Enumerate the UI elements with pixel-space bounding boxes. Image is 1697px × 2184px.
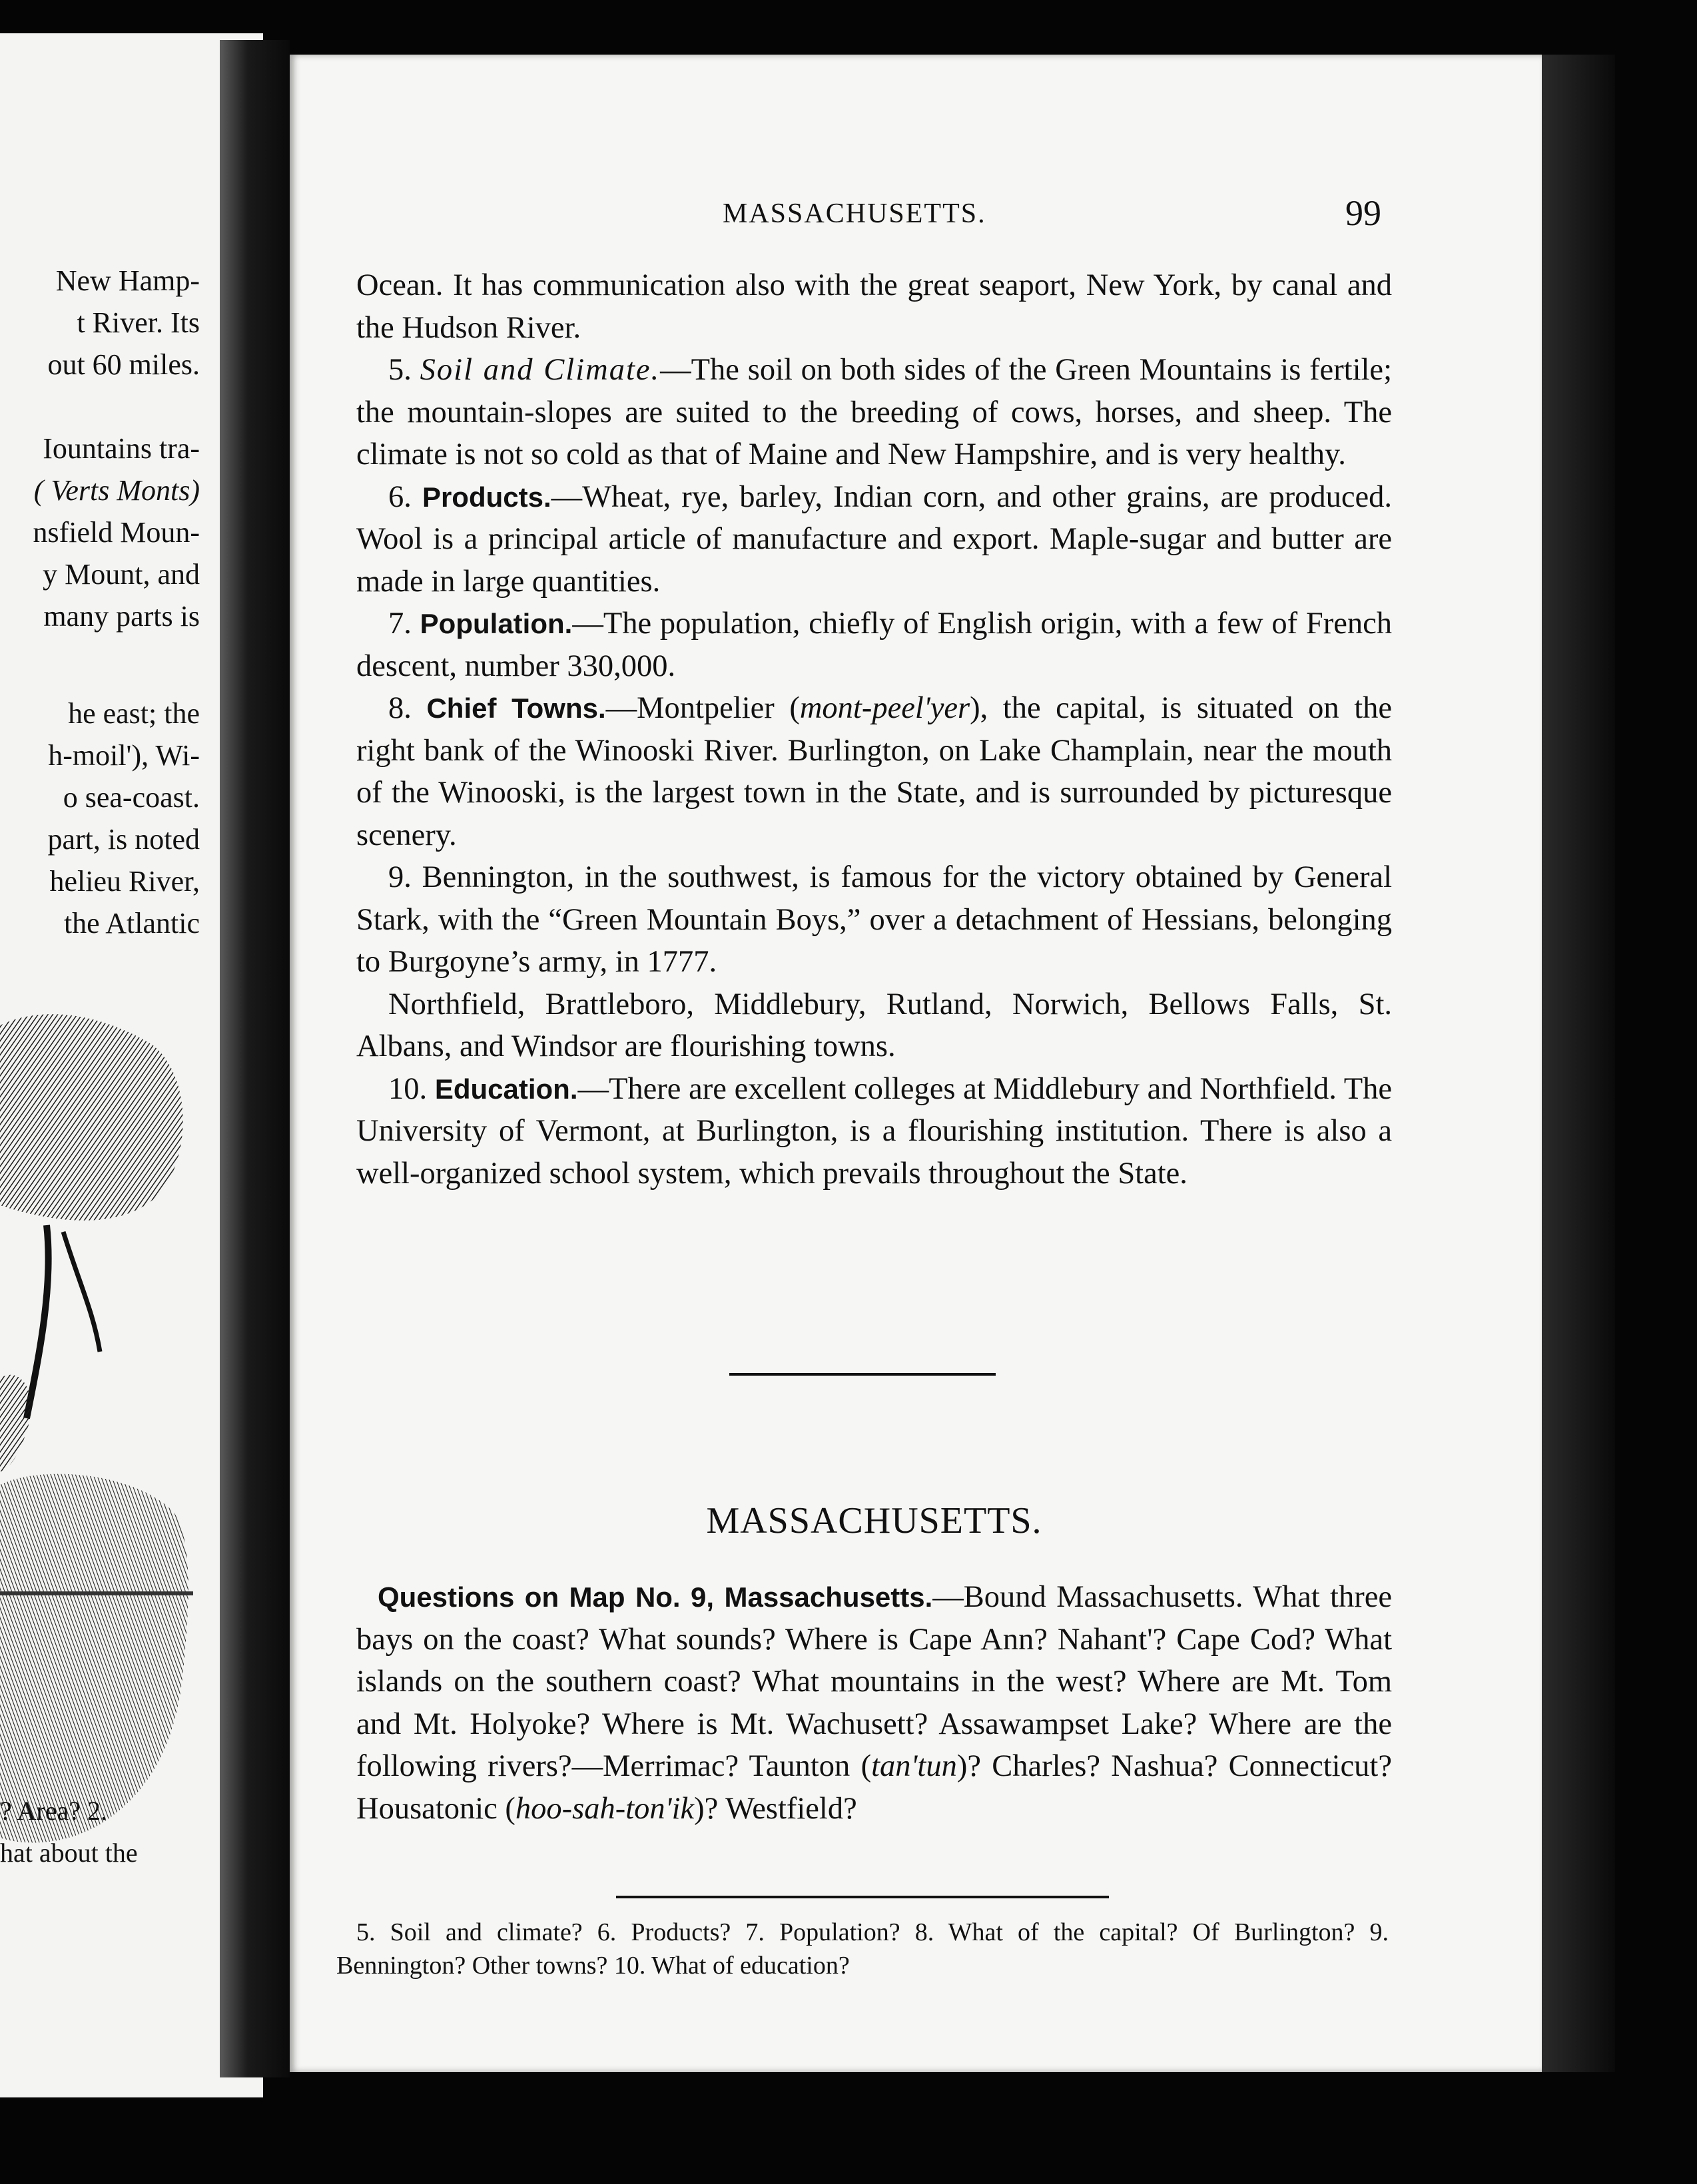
section-divider: [729, 1373, 996, 1376]
left-fragment: out 60 miles.: [47, 348, 200, 381]
paragraph-number: 8.: [388, 691, 412, 725]
paragraph-population: [356, 603, 1392, 687]
paragraph-soil-climate: [356, 349, 1392, 476]
body-text: [356, 264, 1392, 1195]
paragraph-other-towns: Northfield, Brattleboro, Middlebury, Rutland, Norwich, Bellows Falls, St. Albans, and Windsor are flourishing towns.: [356, 987, 1392, 1063]
section-label: Soil and Climate.: [420, 353, 661, 387]
paragraph: Ocean. It has communication also with the great seaport, New York, by canal and the Hudson River.: [356, 268, 1392, 345]
paragraph-text: —The population, chiefly of English origin, with a few of French descent, number 330,000.: [356, 607, 1393, 683]
left-fragment: part, is noted: [47, 823, 200, 856]
pronunciation: hoo-sah-ton'ik: [515, 1791, 695, 1826]
left-fragment: Iountains tra-: [43, 432, 200, 465]
questions-label: Questions on Map No. 9, Massachusetts.: [378, 1581, 933, 1613]
section-label: Chief Towns.: [426, 692, 606, 724]
left-fragment: he east; the: [68, 697, 200, 730]
footnote-text: 5. Soil and climate? 6. Products? 7. Population? 8. What of the capital? Of Burlington? 9. Bennington? Other towns? 10. What of education?: [336, 1918, 1389, 1980]
footnote-divider: [616, 1896, 1109, 1898]
paragraph-text: —There are excellent colleges at Middlebury and Northfield. The University of Vermont, at Burlington, is a flourishing institution. There is also a well-organized school system, which prevails throughout the State.: [356, 1071, 1393, 1191]
left-fragment: y Mount, and: [43, 558, 200, 591]
paragraph-text: ), the capital, is situated on the right bank of the Winooski River. Burlington, on Lake Champlain, near the mouth of the Winooski, is the largest town in the State, and is surrounded by picturesque scenery.: [356, 691, 1393, 852]
paragraph-education: [356, 1068, 1392, 1195]
running-head: MASSACHUSETTS.: [723, 198, 986, 229]
paragraph-products: [356, 476, 1392, 603]
paragraph-number: 6.: [388, 479, 412, 514]
section-label: Products.: [422, 481, 551, 513]
questions-text: —Bound Massachusetts. What three bays on the coast? What sounds? Where is Cape Ann? Nahant'? Cape Cod? What islands on the southern coast? What mountains in the west? Where are Mt. Tom and Mt. Holyoke? Where is Mt. Wachusett? Assawampset Lake? Where are the following rivers?—Merrimac? Taunton (: [356, 1580, 1392, 1783]
questions-text: )? Westfield?: [694, 1791, 857, 1826]
paragraph-number: 5.: [388, 353, 412, 387]
left-fragment: t River. Its: [77, 306, 200, 339]
paragraph-text: —Wheat, rye, barley, Indian corn, and other grains, are produced. Wool is a principal article of manufacture and export. Maple-sugar and butter are made in large quantities.: [356, 479, 1392, 599]
paragraph-text: —The soil on both sides of the Green Mountains is fertile; the mountain-slopes are suited to the breeding of cows, horses, and sheep. The climate is not so cold as that of Maine and New Hampshire, and is very healthy.: [356, 353, 1392, 471]
left-fragment: o sea-coast.: [63, 781, 200, 814]
paragraph-bennington: 9. Bennington, in the southwest, is famous for the victory obtained by General Stark, with the “Green Mountain Boys,” over a detachment of Hessians, belonging to Burgoyne’s army, in 1777.: [356, 860, 1392, 979]
page-number: 99: [1345, 193, 1381, 233]
left-fragment: ( Verts Monts): [33, 474, 200, 507]
page-edge-shadow: [1542, 55, 1615, 2072]
left-fragment: helieu River,: [49, 865, 200, 898]
left-fragment: h-moil'), Wi-: [48, 739, 200, 772]
footnote: [336, 1916, 1389, 1982]
section-label: Population.: [420, 608, 573, 639]
left-fragment: many parts is: [43, 600, 200, 633]
section-label: Education.: [434, 1073, 578, 1105]
map-questions: [356, 1576, 1392, 1830]
paragraph-number: 10.: [388, 1071, 428, 1106]
left-fragment: New Hamp-: [55, 264, 200, 297]
left-fragment: nsfield Moun-: [33, 516, 200, 549]
tree-engraving-illustration: [0, 1005, 193, 1851]
page-header: [290, 193, 1542, 258]
left-fragment: the Atlantic: [63, 907, 200, 940]
pronunciation: mont-peel'yer: [799, 691, 970, 725]
section-title: MASSACHUSETTS.: [706, 1500, 1042, 1541]
left-fragment: ? Area? 2.: [0, 1796, 108, 1826]
questions-paragraph: [356, 1576, 1392, 1830]
paragraph-text: —Montpelier (: [605, 691, 800, 725]
paragraph-number: 7.: [388, 607, 412, 641]
questions-text: )? Charles? Nashua? Connecticut? Housatonic (: [356, 1749, 1392, 1826]
left-fragment: hat about the: [0, 1838, 138, 1868]
pronunciation: tan'tun: [871, 1749, 957, 1783]
book-gutter: [220, 40, 290, 2077]
main-page: [290, 55, 1542, 2072]
paragraph-chief-towns: [356, 687, 1392, 856]
